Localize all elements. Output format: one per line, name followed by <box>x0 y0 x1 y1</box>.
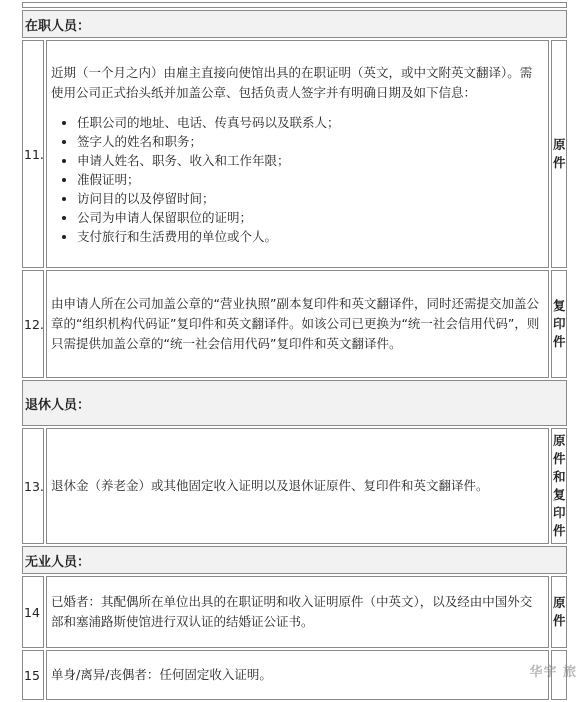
list-item: • 签字人的姓名和职务； <box>77 132 544 151</box>
requirement-list <box>51 113 544 246</box>
document-type-label: 复印件 <box>551 270 567 378</box>
row-content-business-license: 由申请人所在公司加盖公章的“营业执照”副本复印件和英文翻译件，同时还需提交加盖公章的“组织机构代码证”复印件和英文翻译件。如该公司已更换为“统一社会信用代码”，则只需提供加盖公章的“统一社会信用代码”复印件和英文翻译件。 <box>46 270 549 378</box>
list-item: • 申请人姓名、职务、收入和工作年限； <box>77 151 544 170</box>
section-header-unemployed: 无业人员： <box>22 546 567 574</box>
row-number: 13. <box>22 428 44 544</box>
row-number: 14 <box>22 576 44 648</box>
row-content-single-proof: 单身/离异/丧偶者：任何固定收入证明。 <box>46 650 549 700</box>
list-item: • 任职公司的地址、电话、传真号码以及联系人； <box>77 113 544 132</box>
row-number: 11. <box>22 40 44 268</box>
row-content-pension-proof: 退休金（养老金）或其他固定收入证明以及退休证原件、复印件和英文翻译件。 <box>46 428 549 544</box>
row-content-employment-certificate <box>46 40 549 268</box>
section-header-employed: 在职人员： <box>22 10 567 38</box>
section-header-retired: 退休人员： <box>22 380 567 426</box>
list-item: • 公司为申请人保留职位的证明； <box>77 208 544 227</box>
list-item: • 准假证明； <box>77 170 544 189</box>
document-type-label: 原件和复印件 <box>551 428 567 544</box>
document-type-label: 原件 <box>551 40 567 268</box>
list-item: • 支付旅行和生活费用的单位或个人。 <box>77 227 544 246</box>
watermark-logo: 华宇 旅 <box>529 665 577 680</box>
list-item: • 访问目的以及停留时间； <box>77 189 544 208</box>
document-type-label: 原件 <box>551 576 567 648</box>
row-number: 15 <box>22 650 44 700</box>
row-content-married-proof: 已婚者：其配偶所在单位出具的在职证明和收入证明原件（中英文），以及经由中国外交部和塞浦路斯使馆进行双认证的结婚证公证书。 <box>46 576 549 648</box>
table-top-edge <box>22 2 567 8</box>
visa-documents-table <box>20 0 569 702</box>
row-number: 12. <box>22 270 44 378</box>
employment-certificate-intro: 近期（一个月之内）由雇主直接向使馆出具的在职证明（英文，或中文附英文翻译）。需使用公司正式抬头纸并加盖公章、包括负责人签字并有明确日期及如下信息： <box>51 64 533 100</box>
